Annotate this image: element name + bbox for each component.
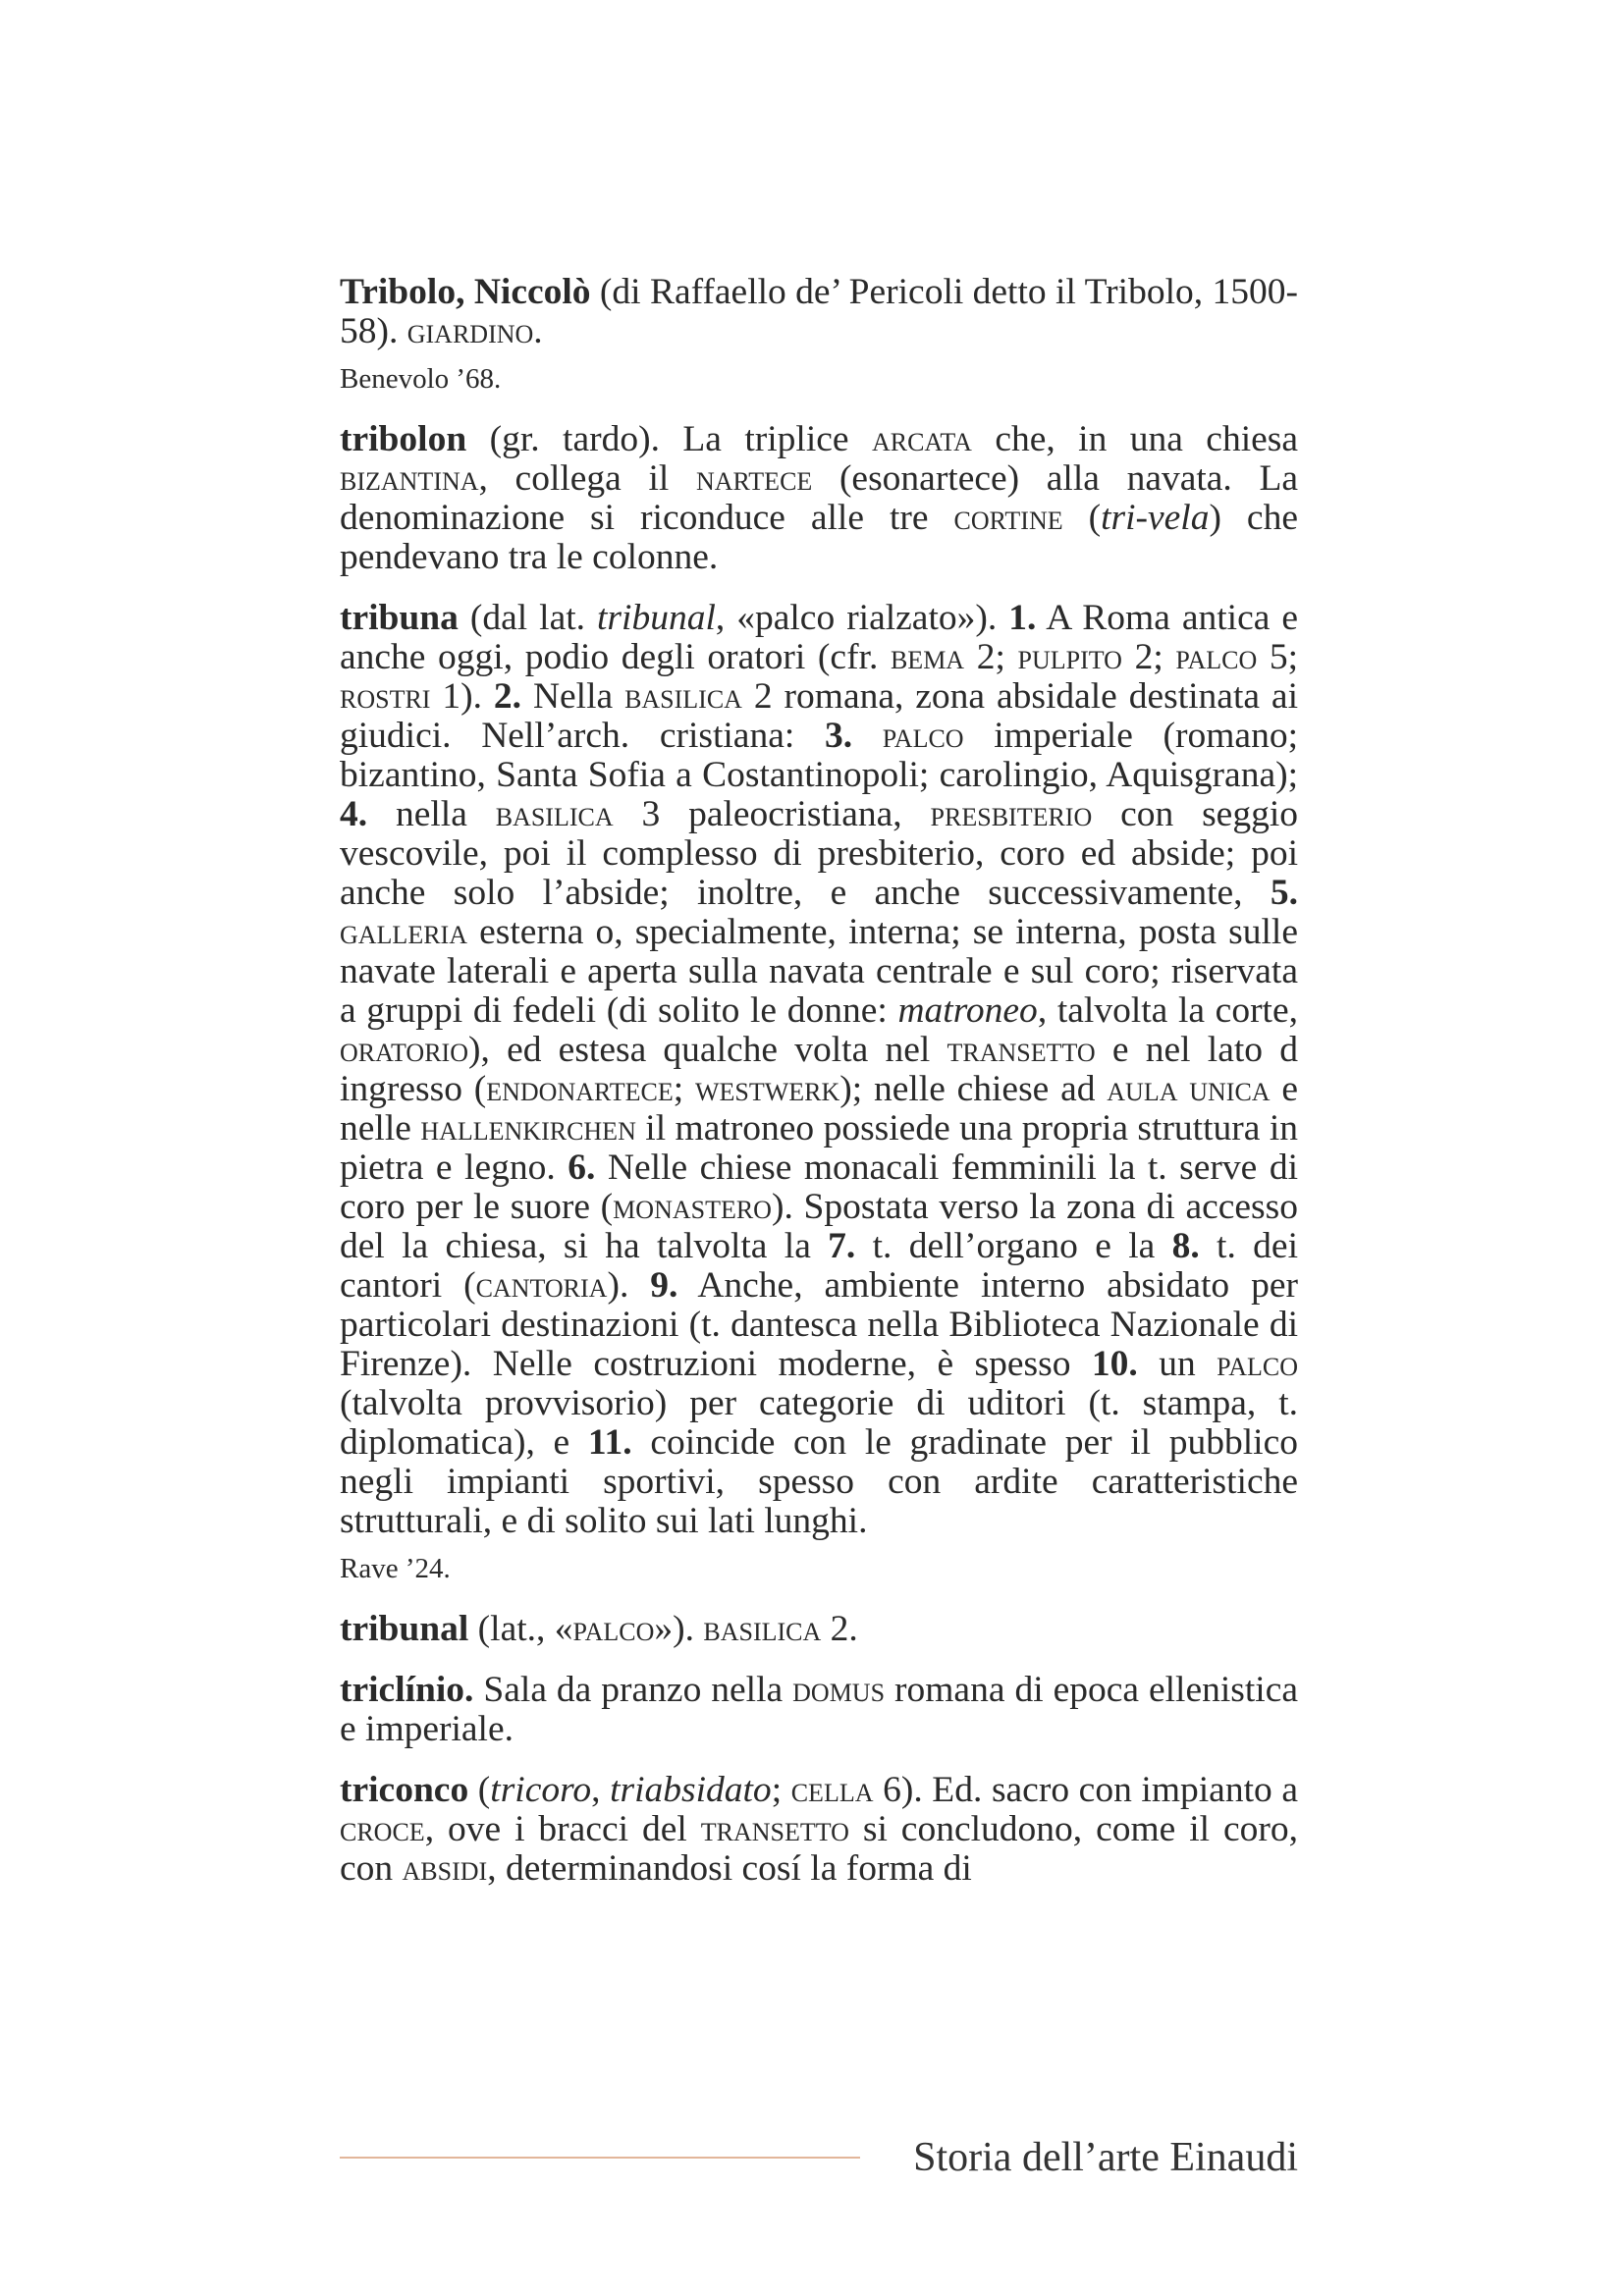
cross-reference: rostri <box>340 676 431 717</box>
entry-text: »). <box>654 1609 704 1649</box>
entry-text: (lat., « <box>468 1609 573 1649</box>
entry-text: , collega il <box>478 458 696 499</box>
entry-text: romana di epoca ellenistica e imperiale. <box>340 1670 1298 1749</box>
cross-reference: giardino <box>406 311 534 351</box>
entry-text: 5; <box>1257 637 1299 677</box>
sense-number: 5. <box>1270 873 1298 913</box>
dictionary-entry <box>340 1671 1298 1749</box>
entry-text: A Roma antica e anche oggi, podio degli oratori (cfr. <box>340 598 1298 677</box>
entry-text: Sala da pranzo nella <box>473 1670 793 1710</box>
entry-text: nella <box>367 794 496 834</box>
entry-text: , determinandosi cosí la forma di <box>487 1848 972 1889</box>
entry-text: (esonartece) alla navata. La denominazione si riconduce alle tre <box>340 458 1298 538</box>
sense-number: 1. <box>1008 598 1037 638</box>
entry-text: (gr. tardo). La triplice <box>466 419 872 459</box>
italic-text: tricoro <box>490 1770 592 1810</box>
sense-number: 4. <box>340 794 368 834</box>
cross-reference: palco <box>1175 637 1258 677</box>
entry-text: ( <box>1062 498 1102 538</box>
entry-text: ), ed estesa qualche volta nel <box>467 1030 947 1070</box>
entry-text: ( <box>468 1770 491 1810</box>
cross-reference: basilica <box>624 676 742 717</box>
italic-text: matroneo <box>897 990 1038 1031</box>
cross-reference: cella <box>790 1770 874 1810</box>
cross-reference: transetto <box>947 1030 1096 1070</box>
sense-number: 3. <box>824 716 853 756</box>
cross-reference: palco <box>1217 1344 1299 1384</box>
entry-text: Nelle chiese monacali femminili la t. serve di coro per le suore ( <box>340 1148 1298 1227</box>
cross-reference: palco <box>572 1609 655 1649</box>
cross-reference: pulpito <box>1017 637 1122 677</box>
entry-text: esterna o, specialmente, interna; se interna, posta sulle navate laterali e aperta sulla navata centrale e sul coro; riservata a gruppi di fedeli (di solito le donne: <box>340 912 1298 1031</box>
cross-reference: cortine <box>953 498 1063 538</box>
sense-number: 9. <box>650 1265 678 1306</box>
entry-text: t. dei cantori ( <box>340 1226 1298 1306</box>
sense-number: 7. <box>828 1226 856 1266</box>
entry-text: , ove i bracci del <box>424 1809 701 1849</box>
entry-headword: triconco <box>340 1770 469 1810</box>
entry-text: (dal lat. <box>458 598 598 638</box>
entry-text: coincide con le gradinate per il pubblico negli impianti sportivi, spesso con ardite caratteristiche strutturali, e di solito sui lati lunghi. <box>340 1422 1298 1541</box>
cross-reference: aula unica <box>1107 1069 1271 1109</box>
sense-number: 2. <box>493 676 522 717</box>
entry-text: , «palco rialzato»). <box>715 598 1009 638</box>
entry-text: che, in una chiesa <box>971 419 1298 459</box>
sense-number: 11. <box>587 1422 632 1463</box>
dictionary-entry <box>340 420 1298 577</box>
entry-headword: triclínio. <box>340 1670 474 1710</box>
cross-reference: oratorio <box>340 1030 468 1070</box>
entry-text: con seggio vescovile, poi il complesso di presbiterio, coro ed abside; poi anche solo l’abside; inoltre, e anche successivamente, <box>340 794 1298 913</box>
cross-reference: absidi <box>402 1848 488 1889</box>
entry-text: 1). <box>430 676 494 717</box>
cross-reference: domus <box>792 1670 886 1710</box>
entry-headword: Tribolo, Niccolò <box>340 272 591 312</box>
entry-text: (talvolta provvisorio) per categorie di uditori (t. stampa, t. diplomatica), e <box>340 1383 1298 1463</box>
cross-reference: presbiterio <box>930 794 1093 834</box>
entry-text: (di Raffaello de’ Pericoli detto il Tribolo, 1500-58). <box>340 272 1298 351</box>
entry-text: 3 paleocristiana, <box>613 794 931 834</box>
bibliographic-reference: Rave ’24. <box>340 1553 451 1584</box>
entry-text <box>852 716 883 756</box>
sense-number: 6. <box>568 1148 596 1188</box>
cross-reference: basilica <box>703 1609 822 1649</box>
dictionary-entry <box>340 599 1298 1541</box>
dictionary-entry <box>340 1771 1298 1889</box>
entry-text: ). <box>607 1265 651 1306</box>
sense-number: 8. <box>1171 1226 1200 1266</box>
cross-reference: endonartece <box>486 1069 674 1109</box>
cross-reference: cantoria <box>475 1265 608 1306</box>
footer-rule <box>340 2157 860 2159</box>
cross-reference: palco <box>882 716 964 756</box>
entry-text: ) che pendevano tra le colonne. <box>340 498 1298 577</box>
entry-text: , talvolta la corte, <box>1037 990 1298 1031</box>
entry-text: 2. <box>821 1609 858 1649</box>
dictionary-entry <box>340 273 1298 351</box>
entry-text: 2; <box>964 637 1018 677</box>
cross-reference: galleria <box>340 912 467 952</box>
cross-reference: hallenkirchen <box>420 1108 636 1148</box>
italic-text: triabsidato <box>610 1770 772 1810</box>
entry-headword: tribuna <box>340 598 459 638</box>
cross-reference: arcata <box>871 419 972 459</box>
entry-text: il matroneo possiede una propria struttura in pietra e legno. <box>340 1108 1298 1188</box>
entry-text: Nella <box>521 676 625 717</box>
entry-text: . <box>533 311 543 351</box>
entry-text: 6). Ed. sacro con impianto a <box>873 1770 1298 1810</box>
entry-text: e nel lato d ingresso ( <box>340 1030 1298 1109</box>
page-footer <box>340 2130 1298 2189</box>
entry-text: imperiale (romano; bizantino, Santa Sofia a Costantinopoli; carolingio, Aquisgrana); <box>340 716 1298 795</box>
entry-text: si concludono, come il coro, con <box>340 1809 1298 1889</box>
entry-text: , <box>591 1770 611 1810</box>
cross-reference: basilica <box>495 794 614 834</box>
entry-headword: tribunal <box>340 1609 469 1649</box>
dictionary-entry <box>340 1610 1298 1649</box>
cross-reference: transetto <box>700 1809 849 1849</box>
cross-reference: croce <box>340 1809 425 1849</box>
entry-text: 2; <box>1121 637 1176 677</box>
cross-reference: westwerk <box>694 1069 840 1109</box>
entry-text: 2 romana, zona absidale destinata ai giudici. Nell’arch. cristiana: <box>340 676 1298 756</box>
entry-text: ); nelle chiese ad <box>839 1069 1108 1109</box>
italic-text: tribunal <box>597 598 716 638</box>
italic-text: tri-vela <box>1101 498 1210 538</box>
sense-number: 10. <box>1091 1344 1138 1384</box>
entry-headword: tribolon <box>340 419 467 459</box>
cross-reference: monastero <box>613 1187 772 1227</box>
entry-text: t. dell’organo e la <box>855 1226 1172 1266</box>
entry-text: un <box>1137 1344 1217 1384</box>
entry-text: ; <box>673 1069 695 1109</box>
cross-reference: bema <box>890 637 965 677</box>
entry-text: ). Spostata verso la zona di accesso del la chiesa, si ha talvolta la <box>340 1187 1298 1266</box>
entry-text: Anche, ambiente interno absidato per particolari destinazioni (t. dantesca nella Biblioteca Nazionale di Firenze). Nelle costruzioni moderne, è spesso <box>340 1265 1298 1384</box>
footer-title: Storia dell’arte Einaudi <box>913 2135 1298 2180</box>
cross-reference: nartece <box>695 458 813 499</box>
bibliographic-reference: Benevolo ’68. <box>340 363 502 395</box>
dictionary-page <box>340 273 1298 1910</box>
cross-reference: bizantina <box>340 458 479 499</box>
entry-text: ; <box>771 1770 791 1810</box>
entry-text: e nelle <box>340 1069 1298 1148</box>
